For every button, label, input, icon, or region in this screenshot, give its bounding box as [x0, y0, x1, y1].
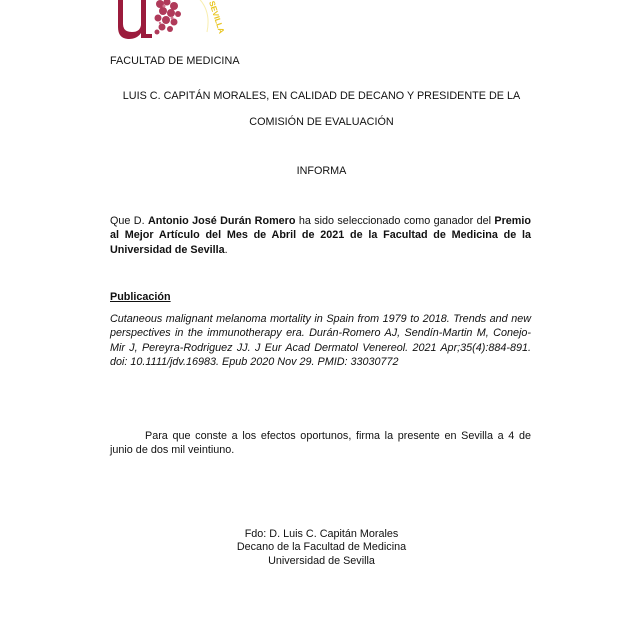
signature-line3: Universidad de Sevilla [268, 554, 375, 567]
award-middle: ha sido seleccionado como ganador del [295, 215, 495, 227]
signature-line1: Fdo: D. Luis C. Capitán Morales [244, 528, 399, 540]
prize-name: Premio al Mejor Artículo del Mes de Abril de 2021 de la Facultad de Medicina de la Universidad de Sevilla [110, 215, 531, 256]
faculty-name: FACULTAD DE MEDICINA [110, 55, 240, 67]
dean-statement-line2: COMISIÓN DE EVALUACIÓN [249, 116, 394, 128]
signature-block [110, 528, 533, 568]
publication-heading: Publicación [110, 291, 171, 303]
award-prefix: Que D. [110, 215, 148, 227]
winner-name: Antonio José Durán Romero [147, 215, 296, 227]
publication-citation: Cutaneous malignant melanoma mortality in Spain from 1979 to 2018. Trends and new perspectives in the immunotherapy era. Durán-Romero AJ, Sendín-Martin M, Conejo-Mir J, Pereyra-Rodriguez JJ. J Eur Acad Dermatol Venereol. 2021 Apr;35(4):884-891. doi: 10.1111/jdv.16983. Epub 2020 Nov 29. PMID: 33030772 [110, 313, 531, 368]
dean-statement-line1: LUIS C. CAPITÁN MORALES, EN CALIDAD DE DECANO Y PRESIDENTE DE LA [122, 90, 521, 102]
university-of-seville-logo-icon [112, 0, 232, 40]
svg-text:SEVILLA: SEVILLA [207, 0, 227, 35]
university-logo [112, 0, 232, 40]
informa-heading: INFORMA [296, 165, 347, 177]
closing-paragraph: Para que conste a los efectos oportunos, firma la presente en Sevilla a 4 de junio de dos mil veintiuno. [110, 430, 531, 457]
award-paragraph [110, 214, 531, 257]
signature-line2: Decano de la Facultad de Medicina [236, 541, 407, 554]
award-suffix: . [224, 243, 228, 256]
